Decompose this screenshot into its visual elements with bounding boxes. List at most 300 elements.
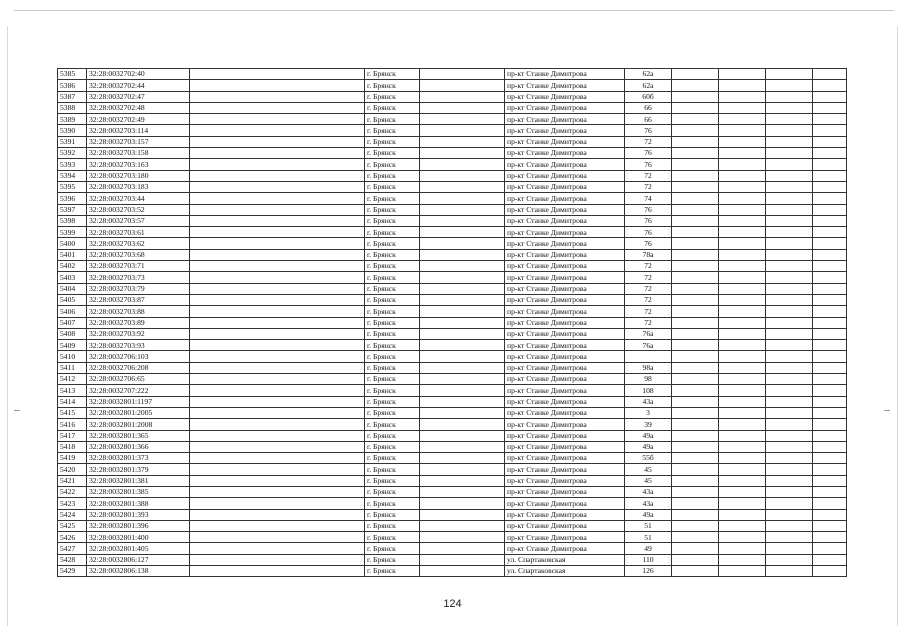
empty-cell — [766, 419, 813, 430]
empty-cell — [813, 543, 847, 554]
street-cell: пр-кт Станке Димитрова — [505, 136, 625, 147]
city-cell: г. Брянск — [365, 80, 420, 91]
empty-cell — [719, 430, 766, 441]
empty-cell — [766, 385, 813, 396]
empty-cell — [766, 91, 813, 102]
empty-cell — [420, 91, 505, 102]
table-row — [58, 532, 847, 543]
street-cell: пр-кт Станке Димитрова — [505, 238, 625, 249]
empty-cell — [190, 419, 365, 430]
table-row — [58, 125, 847, 136]
empty-cell — [672, 464, 719, 475]
empty-cell — [766, 498, 813, 509]
empty-cell — [719, 486, 766, 497]
empty-cell — [672, 441, 719, 452]
city-cell: г. Брянск — [365, 249, 420, 260]
empty-cell — [420, 486, 505, 497]
street-cell: пр-кт Станке Димитрова — [505, 69, 625, 80]
empty-cell — [190, 294, 365, 305]
empty-cell — [766, 204, 813, 215]
empty-cell — [766, 136, 813, 147]
table-row — [58, 306, 847, 317]
house-number-cell: 74 — [625, 193, 672, 204]
empty-cell — [813, 80, 847, 91]
empty-cell — [719, 396, 766, 407]
row-number-cell: 5406 — [58, 306, 87, 317]
cadastral-number-cell: 32:28:0032801:381 — [87, 475, 190, 486]
street-cell: пр-кт Станке Димитрова — [505, 317, 625, 328]
table-row — [58, 159, 847, 170]
cadastral-number-cell: 32:28:0032703:114 — [87, 125, 190, 136]
street-cell: пр-кт Станке Димитрова — [505, 159, 625, 170]
empty-cell — [813, 125, 847, 136]
house-number-cell — [625, 351, 672, 362]
table-row — [58, 566, 847, 577]
empty-cell — [766, 159, 813, 170]
empty-cell — [719, 272, 766, 283]
empty-cell — [672, 486, 719, 497]
street-cell: пр-кт Станке Димитрова — [505, 543, 625, 554]
table-row — [58, 170, 847, 181]
cadastral-number-cell: 32:28:0032801:366 — [87, 441, 190, 452]
empty-cell — [420, 148, 505, 159]
empty-cell — [719, 227, 766, 238]
empty-cell — [766, 148, 813, 159]
empty-cell — [190, 374, 365, 385]
empty-cell — [420, 419, 505, 430]
empty-cell — [672, 385, 719, 396]
empty-cell — [420, 238, 505, 249]
empty-cell — [190, 114, 365, 125]
house-number-cell: 72 — [625, 170, 672, 181]
table-row — [58, 261, 847, 272]
house-number-cell: 78а — [625, 249, 672, 260]
empty-cell — [672, 159, 719, 170]
empty-cell — [719, 566, 766, 577]
city-cell: г. Брянск — [365, 554, 420, 565]
empty-cell — [766, 328, 813, 339]
street-cell: пр-кт Станке Димитрова — [505, 396, 625, 407]
city-cell: г. Брянск — [365, 181, 420, 192]
empty-cell — [420, 181, 505, 192]
empty-cell — [420, 306, 505, 317]
empty-cell — [420, 114, 505, 125]
row-number-cell: 5390 — [58, 125, 87, 136]
house-number-cell: 49а — [625, 509, 672, 520]
row-number-cell: 5428 — [58, 554, 87, 565]
empty-cell — [766, 80, 813, 91]
empty-cell — [672, 306, 719, 317]
row-number-cell: 5423 — [58, 498, 87, 509]
table-row — [58, 362, 847, 373]
row-number-cell: 5386 — [58, 80, 87, 91]
empty-cell — [719, 351, 766, 362]
house-number-cell: 76 — [625, 125, 672, 136]
row-number-cell: 5416 — [58, 419, 87, 430]
empty-cell — [719, 340, 766, 351]
city-cell: г. Брянск — [365, 396, 420, 407]
house-number-cell: 76а — [625, 328, 672, 339]
empty-cell — [672, 80, 719, 91]
empty-cell — [420, 317, 505, 328]
table-row — [58, 204, 847, 215]
scan-mark-right — [884, 410, 890, 411]
house-number-cell: 3 — [625, 407, 672, 418]
scan-mark-left — [14, 410, 20, 411]
empty-cell — [190, 385, 365, 396]
empty-cell — [420, 464, 505, 475]
empty-cell — [766, 362, 813, 373]
street-cell: пр-кт Станке Димитрова — [505, 385, 625, 396]
cadastral-number-cell: 32:28:0032801:379 — [87, 464, 190, 475]
row-number-cell: 5402 — [58, 261, 87, 272]
empty-cell — [813, 91, 847, 102]
row-number-cell: 5392 — [58, 148, 87, 159]
table-row — [58, 475, 847, 486]
empty-cell — [672, 340, 719, 351]
empty-cell — [190, 509, 365, 520]
cadastral-number-cell: 32:28:0032703:93 — [87, 340, 190, 351]
street-cell: пр-кт Станке Димитрова — [505, 453, 625, 464]
house-number-cell: 76 — [625, 238, 672, 249]
empty-cell — [719, 261, 766, 272]
empty-cell — [672, 283, 719, 294]
empty-cell — [813, 441, 847, 452]
row-number-cell: 5401 — [58, 249, 87, 260]
empty-cell — [766, 340, 813, 351]
empty-cell — [813, 69, 847, 80]
empty-cell — [766, 464, 813, 475]
empty-cell — [766, 396, 813, 407]
row-number-cell: 5408 — [58, 328, 87, 339]
cadastral-number-cell: 32:28:0032702:40 — [87, 69, 190, 80]
empty-cell — [813, 261, 847, 272]
city-cell: г. Брянск — [365, 385, 420, 396]
empty-cell — [813, 566, 847, 577]
cadastral-number-cell: 32:28:0032703:68 — [87, 249, 190, 260]
city-cell: г. Брянск — [365, 464, 420, 475]
cadastral-number-cell: 32:28:0032703:180 — [87, 170, 190, 181]
empty-cell — [719, 193, 766, 204]
empty-cell — [190, 249, 365, 260]
city-cell: г. Брянск — [365, 441, 420, 452]
empty-cell — [672, 294, 719, 305]
empty-cell — [813, 362, 847, 373]
house-number-cell: 76 — [625, 204, 672, 215]
row-number-cell: 5396 — [58, 193, 87, 204]
house-number-cell: 55б — [625, 453, 672, 464]
empty-cell — [719, 475, 766, 486]
table-row — [58, 69, 847, 80]
city-cell: г. Брянск — [365, 317, 420, 328]
row-number-cell: 5404 — [58, 283, 87, 294]
cadastral-number-cell: 32:28:0032801:400 — [87, 532, 190, 543]
row-number-cell: 5399 — [58, 227, 87, 238]
city-cell: г. Брянск — [365, 159, 420, 170]
table-row — [58, 396, 847, 407]
empty-cell — [719, 294, 766, 305]
empty-cell — [672, 362, 719, 373]
table-row — [58, 193, 847, 204]
cadastral-number-cell: 32:28:0032801:2008 — [87, 419, 190, 430]
house-number-cell: 66 — [625, 114, 672, 125]
house-number-cell: 72 — [625, 306, 672, 317]
street-cell: пр-кт Станке Димитрова — [505, 430, 625, 441]
cadastral-number-cell: 32:28:0032801:2005 — [87, 407, 190, 418]
empty-cell — [190, 181, 365, 192]
empty-cell — [190, 430, 365, 441]
empty-cell — [190, 238, 365, 249]
empty-cell — [420, 566, 505, 577]
empty-cell — [813, 340, 847, 351]
empty-cell — [766, 306, 813, 317]
table-row — [58, 351, 847, 362]
cadastral-number-cell: 32:28:0032703:52 — [87, 204, 190, 215]
house-number-cell: 72 — [625, 294, 672, 305]
row-number-cell: 5389 — [58, 114, 87, 125]
table-row — [58, 340, 847, 351]
empty-cell — [190, 80, 365, 91]
empty-cell — [420, 328, 505, 339]
empty-cell — [813, 475, 847, 486]
table-row — [58, 272, 847, 283]
empty-cell — [766, 475, 813, 486]
cadastral-number-cell: 32:28:0032702:49 — [87, 114, 190, 125]
row-number-cell: 5427 — [58, 543, 87, 554]
empty-cell — [766, 317, 813, 328]
empty-cell — [420, 407, 505, 418]
city-cell: г. Брянск — [365, 283, 420, 294]
city-cell: г. Брянск — [365, 351, 420, 362]
empty-cell — [766, 430, 813, 441]
empty-cell — [719, 532, 766, 543]
city-cell: г. Брянск — [365, 69, 420, 80]
row-number-cell: 5387 — [58, 91, 87, 102]
empty-cell — [672, 317, 719, 328]
empty-cell — [766, 261, 813, 272]
empty-cell — [813, 227, 847, 238]
house-number-cell: 108 — [625, 385, 672, 396]
empty-cell — [420, 227, 505, 238]
empty-cell — [420, 509, 505, 520]
table-row — [58, 102, 847, 113]
empty-cell — [672, 238, 719, 249]
row-number-cell: 5411 — [58, 362, 87, 373]
empty-cell — [719, 170, 766, 181]
table-row — [58, 181, 847, 192]
empty-cell — [766, 102, 813, 113]
empty-cell — [766, 69, 813, 80]
street-cell: пр-кт Станке Димитрова — [505, 170, 625, 181]
city-cell: г. Брянск — [365, 430, 420, 441]
empty-cell — [190, 148, 365, 159]
empty-cell — [672, 566, 719, 577]
table-row — [58, 407, 847, 418]
empty-cell — [719, 419, 766, 430]
empty-cell — [672, 419, 719, 430]
street-cell: пр-кт Станке Димитрова — [505, 441, 625, 452]
row-number-cell: 5405 — [58, 294, 87, 305]
cadastral-number-cell: 32:28:0032703:163 — [87, 159, 190, 170]
cadastral-number-cell: 32:28:0032703:79 — [87, 283, 190, 294]
empty-cell — [766, 509, 813, 520]
empty-cell — [719, 114, 766, 125]
empty-cell — [672, 272, 719, 283]
cadastral-number-cell: 32:28:0032806:138 — [87, 566, 190, 577]
empty-cell — [190, 520, 365, 531]
cadastral-number-cell: 32:28:0032801:405 — [87, 543, 190, 554]
empty-cell — [420, 80, 505, 91]
row-number-cell: 5385 — [58, 69, 87, 80]
cadastral-number-cell: 32:28:0032706:103 — [87, 351, 190, 362]
table-row — [58, 80, 847, 91]
table-row — [58, 249, 847, 260]
street-cell: пр-кт Станке Димитрова — [505, 520, 625, 531]
table-row — [58, 283, 847, 294]
empty-cell — [190, 136, 365, 147]
cadastral-number-cell: 32:28:0032703:61 — [87, 227, 190, 238]
empty-cell — [766, 453, 813, 464]
empty-cell — [420, 193, 505, 204]
empty-cell — [719, 509, 766, 520]
empty-cell — [672, 532, 719, 543]
empty-cell — [420, 159, 505, 170]
empty-cell — [766, 215, 813, 226]
row-number-cell: 5407 — [58, 317, 87, 328]
empty-cell — [672, 69, 719, 80]
empty-cell — [813, 181, 847, 192]
table-row — [58, 419, 847, 430]
cadastral-number-cell: 32:28:0032806:127 — [87, 554, 190, 565]
empty-cell — [190, 102, 365, 113]
row-number-cell: 5391 — [58, 136, 87, 147]
empty-cell — [190, 317, 365, 328]
empty-cell — [813, 532, 847, 543]
empty-cell — [420, 215, 505, 226]
street-cell: пр-кт Станке Димитрова — [505, 102, 625, 113]
cadastral-number-cell: 32:28:0032706:208 — [87, 362, 190, 373]
empty-cell — [190, 441, 365, 452]
empty-cell — [766, 114, 813, 125]
empty-cell — [420, 430, 505, 441]
empty-cell — [420, 351, 505, 362]
street-cell: пр-кт Станке Димитрова — [505, 362, 625, 373]
empty-cell — [813, 498, 847, 509]
empty-cell — [719, 181, 766, 192]
empty-cell — [420, 362, 505, 373]
cadastral-number-cell: 32:28:0032801:1197 — [87, 396, 190, 407]
empty-cell — [190, 475, 365, 486]
empty-cell — [719, 385, 766, 396]
street-cell: пр-кт Станке Димитрова — [505, 374, 625, 385]
empty-cell — [719, 554, 766, 565]
table-row — [58, 453, 847, 464]
empty-cell — [190, 566, 365, 577]
empty-cell — [420, 69, 505, 80]
house-number-cell: 98 — [625, 374, 672, 385]
empty-cell — [672, 520, 719, 531]
house-number-cell: 76 — [625, 227, 672, 238]
house-number-cell: 51 — [625, 532, 672, 543]
row-number-cell: 5419 — [58, 453, 87, 464]
empty-cell — [190, 396, 365, 407]
empty-cell — [719, 204, 766, 215]
cadastral-number-cell: 32:28:0032702:44 — [87, 80, 190, 91]
street-cell: пр-кт Станке Димитрова — [505, 193, 625, 204]
street-cell: пр-кт Станке Димитрова — [505, 114, 625, 125]
empty-cell — [813, 374, 847, 385]
street-cell: пр-кт Станке Димитрова — [505, 306, 625, 317]
empty-cell — [766, 532, 813, 543]
street-cell: пр-кт Станке Димитрова — [505, 294, 625, 305]
empty-cell — [420, 283, 505, 294]
empty-cell — [766, 543, 813, 554]
empty-cell — [719, 317, 766, 328]
empty-cell — [813, 136, 847, 147]
empty-cell — [813, 249, 847, 260]
cadastral-number-cell: 32:28:0032703:88 — [87, 306, 190, 317]
empty-cell — [719, 306, 766, 317]
city-cell: г. Брянск — [365, 227, 420, 238]
street-cell: пр-кт Станке Димитрова — [505, 283, 625, 294]
empty-cell — [420, 136, 505, 147]
city-cell: г. Брянск — [365, 566, 420, 577]
empty-cell — [672, 430, 719, 441]
street-cell: пр-кт Станке Димитрова — [505, 509, 625, 520]
empty-cell — [719, 328, 766, 339]
empty-cell — [672, 249, 719, 260]
empty-cell — [420, 385, 505, 396]
empty-cell — [766, 181, 813, 192]
street-cell: пр-кт Станке Димитрова — [505, 340, 625, 351]
empty-cell — [813, 193, 847, 204]
city-cell: г. Брянск — [365, 453, 420, 464]
empty-cell — [190, 91, 365, 102]
empty-cell — [719, 283, 766, 294]
empty-cell — [813, 328, 847, 339]
empty-cell — [813, 430, 847, 441]
empty-cell — [766, 441, 813, 452]
table-row — [58, 148, 847, 159]
empty-cell — [672, 475, 719, 486]
table-row — [58, 114, 847, 125]
street-cell: пр-кт Станке Димитрова — [505, 486, 625, 497]
city-cell: г. Брянск — [365, 170, 420, 181]
house-number-cell: 43а — [625, 396, 672, 407]
empty-cell — [190, 272, 365, 283]
house-number-cell: 62а — [625, 80, 672, 91]
house-number-cell: 62а — [625, 69, 672, 80]
city-cell: г. Брянск — [365, 543, 420, 554]
street-cell: пр-кт Станке Димитрова — [505, 125, 625, 136]
empty-cell — [813, 170, 847, 181]
empty-cell — [672, 261, 719, 272]
empty-cell — [190, 328, 365, 339]
row-number-cell: 5429 — [58, 566, 87, 577]
empty-cell — [420, 261, 505, 272]
row-number-cell: 5414 — [58, 396, 87, 407]
row-number-cell: 5424 — [58, 509, 87, 520]
house-number-cell: 45 — [625, 464, 672, 475]
row-number-cell: 5422 — [58, 486, 87, 497]
city-cell: г. Брянск — [365, 419, 420, 430]
row-number-cell: 5388 — [58, 102, 87, 113]
cadastral-number-cell: 32:28:0032801:385 — [87, 486, 190, 497]
empty-cell — [190, 306, 365, 317]
empty-cell — [719, 159, 766, 170]
row-number-cell: 5420 — [58, 464, 87, 475]
house-number-cell: 72 — [625, 181, 672, 192]
